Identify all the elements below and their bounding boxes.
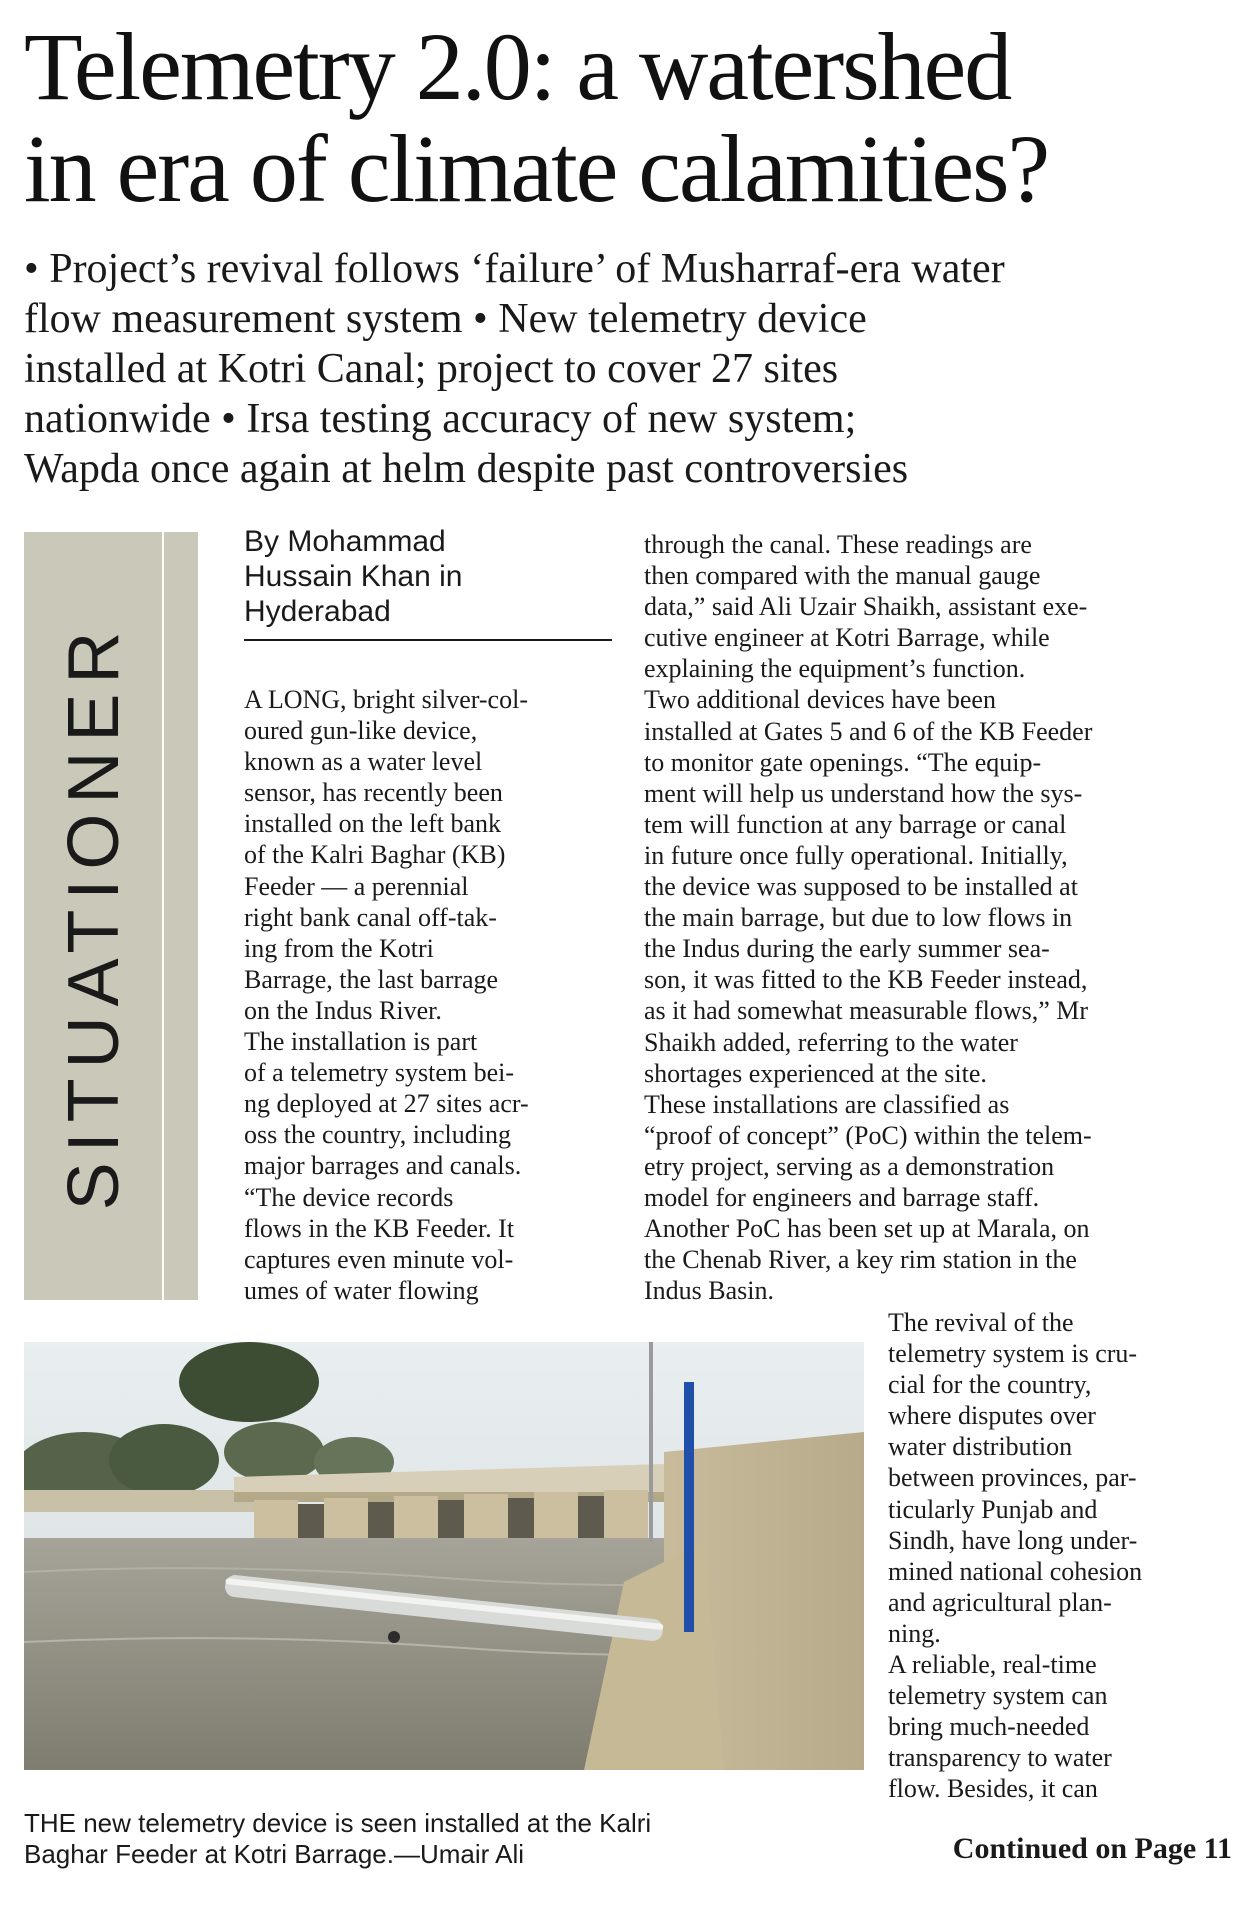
photo-caption	[24, 1808, 864, 1870]
article-line: telemetry system can	[888, 1681, 1108, 1711]
deck-line: Wapda once again at helm despite past controversies	[24, 446, 909, 492]
barrage-photo-illustration	[24, 1342, 864, 1770]
byline-line: By Mohammad	[244, 525, 446, 558]
article-line: mined national cohesion	[888, 1556, 1143, 1586]
deck-line: nationwide • Irsa testing accuracy of new system;	[24, 396, 857, 442]
article-line: known as a water level	[244, 747, 483, 777]
article-line: transparency to water	[888, 1743, 1112, 1773]
article-line: water distribution	[888, 1432, 1073, 1462]
caption-line: THE new telemetry device is seen installed at the Kalri	[24, 1808, 652, 1838]
article-line: the device was supposed to be installed at	[644, 872, 1078, 902]
article-line: as it had somewhat measurable flows,” Mr	[644, 996, 1089, 1026]
article-line: cial for the country,	[888, 1370, 1092, 1400]
article-line: ing from the Kotri	[244, 933, 434, 963]
article-line: between provinces, par-	[888, 1463, 1137, 1493]
article-line: shortages experienced at the site.	[644, 1058, 987, 1088]
article-line: Two additional devices have been	[644, 685, 996, 715]
headline	[24, 13, 1234, 222]
article-line: then compared with the manual gauge	[644, 561, 1041, 591]
article-column-3	[888, 1307, 1232, 1805]
article-line: bring much-needed	[888, 1712, 1090, 1742]
article-line: explaining the equipment’s function.	[644, 654, 1026, 684]
headline-line-2: in era of climate calamities?	[24, 115, 1049, 222]
article-line: “proof of concept” (PoC) within the telem-	[644, 1120, 1092, 1150]
article-line: of the Kalri Baghar (KB)	[244, 840, 506, 870]
article-line: on the Indus River.	[244, 995, 442, 1025]
article-line: oss the country, including	[244, 1120, 511, 1150]
article-line: of a telemetry system bei-	[244, 1058, 515, 1088]
article-line: ticularly Punjab and	[888, 1494, 1098, 1524]
article-line: flows in the KB Feeder. It	[244, 1213, 515, 1243]
article-line: major barrages and canals.	[244, 1151, 522, 1181]
article-line: Indus Basin.	[644, 1276, 774, 1306]
article-line: captures even minute vol-	[244, 1244, 514, 1274]
byline	[244, 524, 612, 641]
article-line: Shaikh added, referring to the water	[644, 1027, 1018, 1057]
article-line: “The device records	[244, 1182, 454, 1212]
article-photo	[24, 1342, 864, 1770]
article-line: A reliable, real-time	[888, 1650, 1097, 1680]
article-line: installed at Gates 5 and 6 of the KB Feeder	[644, 716, 1093, 746]
article-line: where disputes over	[888, 1401, 1096, 1431]
article-line: sensor, has recently been	[244, 778, 503, 808]
article-line: through the canal. These readings are	[644, 530, 1032, 559]
article-line: the main barrage, but due to low flows in	[644, 903, 1073, 933]
article-line: Another PoC has been set up at Marala, on	[644, 1214, 1090, 1244]
article-line: the Chenab River, a key rim station in the	[644, 1245, 1077, 1275]
article-line: right bank canal off-tak-	[244, 902, 497, 932]
article-line: ng deployed at 27 sites acr-	[244, 1089, 529, 1119]
article-line: The revival of the	[888, 1308, 1074, 1337]
deck	[24, 244, 1234, 494]
deck-line: flow measurement system • New telemetry device	[24, 296, 867, 342]
deck-line: installed at Kotri Canal; project to cover 27 sites	[24, 346, 839, 392]
article-line: telemetry system is cru-	[888, 1339, 1138, 1369]
article-line: tem will function at any barrage or canal	[644, 809, 1067, 839]
article-line: installed on the left bank	[244, 809, 502, 839]
article-line: A LONG, bright silver-col-	[244, 685, 528, 714]
article-line: The installation is part	[244, 1027, 478, 1057]
article-line: oured gun-like device,	[244, 716, 478, 746]
article-line: etry project, serving as a demonstration	[644, 1151, 1055, 1181]
article-column-2	[644, 529, 1232, 1306]
article-line: Barrage, the last barrage	[244, 964, 499, 994]
article-line: data,” said Ali Uzair Shaikh, assistant exe-	[644, 592, 1088, 622]
continued-on-page: Continued on Page 11	[952, 1832, 1232, 1865]
article-line: flow. Besides, it can	[888, 1774, 1098, 1804]
article-column-1	[244, 684, 612, 1306]
article-line: and agricultural plan-	[888, 1587, 1112, 1617]
article-line: model for engineers and barrage staff.	[644, 1182, 1040, 1212]
byline-line: Hyderabad	[244, 595, 391, 628]
section-rail-stripe	[164, 532, 198, 1300]
article-line: the Indus during the early summer sea-	[644, 934, 1050, 964]
article-line: ning.	[888, 1618, 941, 1648]
article-line: to monitor gate openings. “The equip-	[644, 747, 1042, 777]
article-line: Sindh, have long under-	[888, 1525, 1138, 1555]
article-line: in future once fully operational. Initially,	[644, 840, 1068, 870]
article-line: umes of water flowing	[244, 1275, 479, 1305]
article-line: These installations are classified as	[644, 1089, 1010, 1119]
headline-line-1: Telemetry 2.0: a watershed	[24, 13, 1011, 120]
deck-line: • Project’s revival follows ‘failure’ of Musharraf-era water	[24, 246, 1005, 292]
caption-line: Baghar Feeder at Kotri Barrage.—Umair Ali	[24, 1839, 524, 1869]
section-label: SITUATIONER	[54, 621, 134, 1211]
article-line: cutive engineer at Kotri Barrage, while	[644, 623, 1050, 653]
article-line: ment will help us understand how the sys-	[644, 778, 1083, 808]
byline-line: Hussain Khan in	[244, 560, 463, 593]
article-line: son, it was fitted to the KB Feeder instead,	[644, 965, 1088, 995]
article-line: Feeder — a perennial	[244, 871, 469, 901]
